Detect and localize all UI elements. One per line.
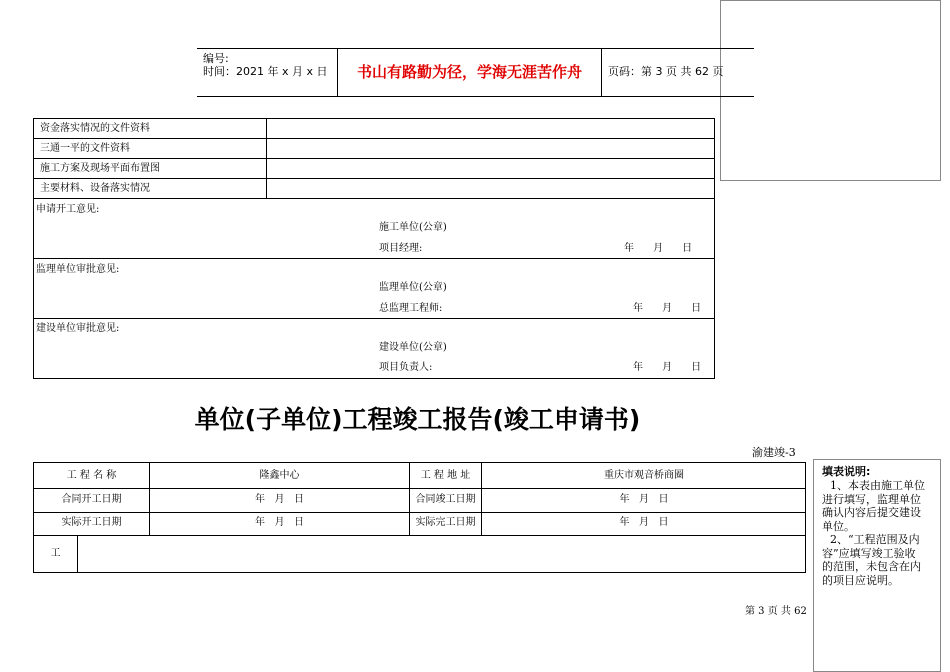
report-title: 单位(子单位)工程竣工报告(竣工申请书) [194,405,641,434]
owner-date: 年 月 日 [633,362,702,373]
footer-page-number: 第 3 页 共 62 [745,606,807,617]
scope-label: 工 [50,548,61,559]
header-bottom-line [197,96,754,97]
notes-line: 进行填写，监理单位 [822,492,921,506]
supervision-unit-seal: 监理单位(公章) [379,282,447,293]
contract-end-value: 年 月 日 [619,494,669,505]
actual-start-value: 年 月 日 [254,517,305,528]
time-label: 时间：2021 年 x 月 x 日 [203,65,328,78]
project-name-label: 工 程 名 称 [66,470,117,481]
supervision-person: 总监理工程师: [379,303,443,314]
project-address-label: 工 程 地 址 [420,470,471,481]
supervision-date: 年 月 日 [633,303,702,314]
notes-line: 1、本表由施工单位 [830,479,925,492]
notes-line: 容”应填写竣工验收 [822,546,916,560]
apply-date: 年 月 日 [624,243,693,254]
owner-opinion-title: 建设单位审批意见: [36,323,120,334]
form-code: 渝建竣-3 [752,446,796,459]
apply-person: 项目经理: [379,243,423,254]
motto-text: 书山有路勤为径，学海无涯苦作舟 [356,63,582,81]
project-address-value: 重庆市观音桥商圈 [604,470,684,481]
notes-line: 确认内容后提交建设 [822,506,921,519]
owner-unit-seal: 建设单位(公章) [379,342,447,353]
apply-opinion-title: 申请开工意见: [36,204,100,215]
notes-panel [813,459,941,672]
page-label: 页码：第 3 页 共 62 页 [608,65,724,78]
actual-start-label: 实际开工日期 [61,517,122,528]
top-right-empty-box [720,0,941,181]
actual-end-label: 实际完工日期 [415,517,476,528]
project-name-value: 隆鑫中心 [259,470,300,481]
code-label: 编号: [203,52,229,65]
contract-start-value: 年 月 日 [254,494,305,505]
apply-unit-seal: 施工单位(公章) [379,222,447,233]
notes-line: 2、“工程范围及内 [830,533,920,546]
row-materials: 主要材料、设备落实情况 [40,183,150,194]
notes-line: 单位。 [822,519,855,533]
contract-end-label: 合同竣工日期 [415,494,476,505]
notes-title: 填表说明: [822,465,871,478]
actual-end-value: 年 月 日 [619,517,669,528]
header-top-line [197,48,754,49]
header-divider-right [601,48,602,96]
contract-start-label: 合同开工日期 [61,494,122,505]
row-site-prep: 三通一平的文件资料 [40,143,130,154]
notes-line: 的范围，未包含在内 [822,560,921,573]
row-construction-plan: 施工方案及现场平面布置图 [40,163,160,174]
notes-line: 的项目应说明。 [822,573,899,587]
owner-person: 项目负责人: [379,362,433,373]
row-funds: 资金落实情况的文件资料 [40,123,150,134]
supervision-opinion-title: 监理单位审批意见: [36,264,120,275]
